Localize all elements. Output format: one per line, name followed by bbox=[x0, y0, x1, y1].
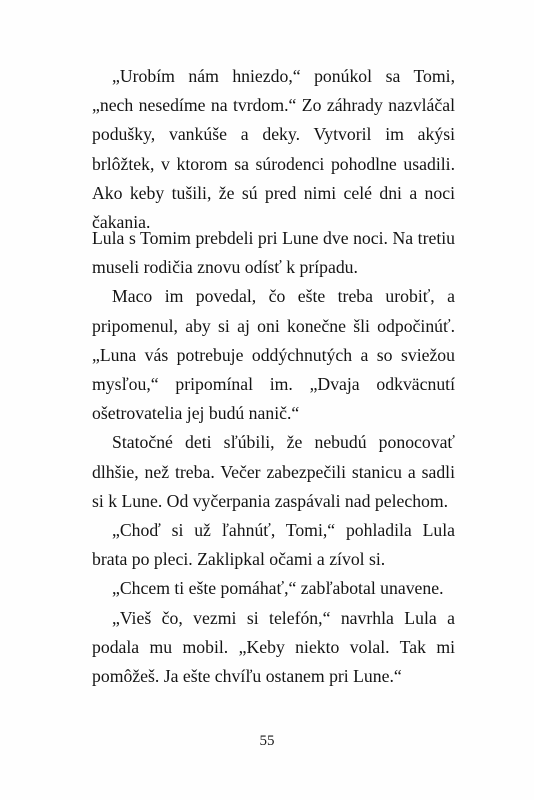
paragraph-2: Lula s Tomim prebdeli pri Lune dve noci. Na tretiu museli rodičia znovu odísť k prípadu. bbox=[92, 228, 455, 278]
paragraph-1: „Urobím nám hniezdo,“ ponúkol sa Tomi, „nech nesedíme na tvrdom.“ Zo záhrady nazvláčal podušky, vankúše a deky. Vytvoril im akýsi brlôžtek, v ktorom sa súrodenci pohodlne usadili. Ako keby tušili, že sú pred nimi celé dni a noci čakania. bbox=[92, 66, 455, 233]
text-section-1 bbox=[92, 62, 455, 237]
paragraph-5: „Choď si už ľahnúť, Tomi,“ pohladila Lula brata po pleci. Zaklipkal očami a zívol si. bbox=[92, 520, 455, 570]
paragraph-6: „Chcem ti ešte pomáhať,“ zabľabotal unavene. bbox=[112, 578, 444, 599]
paragraph-3: Maco im povedal, čo ešte treba urobiť, a pripomenul, aby si aj oni konečne šli odpočinúť. „Luna vás potrebuje oddýchnutých a so sviežou mysľou,“ pripomínal im. „Dvaja odkväcnutí ošetrovatelia jej budú nanič.“ bbox=[92, 286, 455, 424]
paragraph-4: Statočné deti sľúbili, že nebudú ponocovať dlhšie, než treba. Večer zabezpečili stanicu a sadli si k Lune. Od vyčerpania zaspávali nad pelechom. bbox=[92, 432, 455, 511]
page-number: 55 bbox=[259, 733, 275, 749]
paragraph-7: „Vieš čo, vezmi si telefón,“ navrhla Lula a podala mu mobil. „Keby niekto volal. Tak mi pomôžeš. Ja ešte chvíľu ostanem pri Lune.“ bbox=[92, 607, 455, 687]
text-section-2 bbox=[92, 224, 455, 691]
